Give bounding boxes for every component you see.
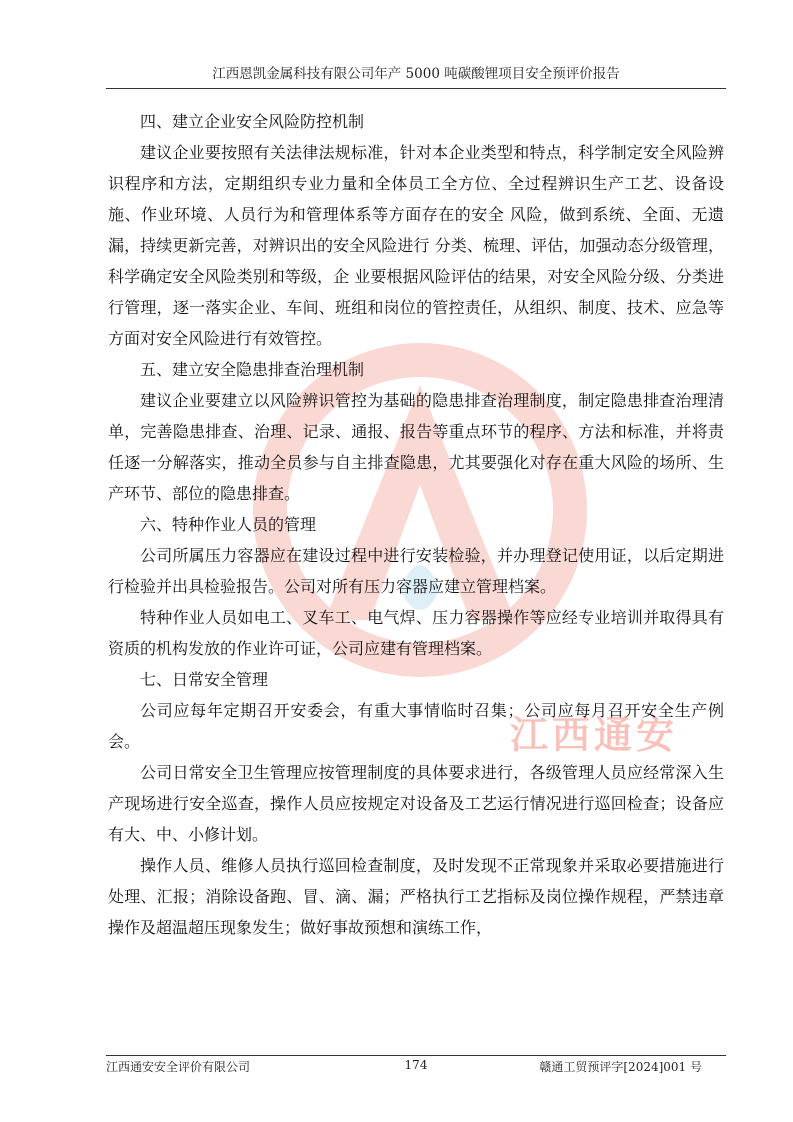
body-paragraph: 公司日常安全卫生管理应按管理制度的具体要求进行，各级管理人员应经常深入生产现场进行安全巡查，操作人员应按规定对设备及工艺运行情况进行巡回检查；设备应有大、中、小修计划。: [108, 763, 724, 844]
footer-doc-number: 赣通工贸预评字[2024]001 号: [539, 1060, 702, 1074]
section-heading: 六、特种作业人员的管理: [140, 515, 317, 534]
body-paragraph: 特种作业人员如电工、叉车工、电气焊、压力容器操作等应经专业培训并取得具有资质的机构发放的作业许可证，公司应建有管理档案。: [108, 608, 724, 658]
section-heading: 四、建立企业安全风险防控机制: [140, 112, 365, 131]
header-divider: [106, 88, 726, 89]
page-header: 江西恩凯金属科技有限公司年产 5000 吨碳酸锂项目安全预评价报告: [212, 66, 620, 82]
body-paragraph: 操作人员、维修人员执行巡回检查制度，及时发现不正常现象并采取必要措施进行处理、汇报；消除设备跑、冒、滴、漏；严格执行工艺指标及岗位操作规程，严禁违章操作及超温超压现象发生；做好事故预想和演练工作，: [108, 856, 724, 937]
footer-company: 江西通安安全评价有限公司: [106, 1060, 251, 1074]
body-paragraph: 建议企业要按照有关法律法规标准，针对本企业类型和特点，科学制定安全风险辨识程序和方法，定期组织专业力量和全体员工全方位、全过程辨识生产工艺、设备设施、作业环境、人员行为和管理体系等方面存在的安全 风险，做到系统、全面、无遗漏，持续更新完善，对辨识出的安全风险进行 分类、梳理、评估，加强动态分级管理，科学确定安全风险类别和等级，企 业要根据风险评估的结果，对安全风险分级、分类进行管理，逐一落实企业、车间、班组和岗位的管控责任，从组织、制度、技术、应急等方面对安全风险进行有效管控。: [108, 143, 724, 348]
document-body: [108, 106, 724, 943]
body-paragraph: 公司应每年定期召开安委会，有重大事情临时召集；公司应每月召开安全生产例会。: [108, 701, 724, 751]
section-heading: 五、建立安全隐患排查治理机制: [140, 360, 365, 379]
body-paragraph: 建议企业要建立以风险辨识管控为基础的隐患排查治理制度，制定隐患排查治理清单，完善隐患排查、治理、记录、通报、报告等重点环节的程序、方法和标准，并将责任逐一分解落实，推动全员参与自主排查隐患，尤其要强化对存在重大风险的场所、生产环节、部位的隐患排查。: [108, 391, 724, 503]
section-heading: 七、日常安全管理: [140, 670, 269, 689]
page-footer: [106, 1058, 726, 1078]
watermark-text: 江西通安: [510, 713, 679, 757]
page-number: 174: [404, 1058, 428, 1072]
body-paragraph: 公司所属压力容器应在建设过程中进行安装检验，并办理登记使用证，以后定期进行检验并出具检验报告。公司对所有压力容器应建立管理档案。: [108, 546, 724, 596]
